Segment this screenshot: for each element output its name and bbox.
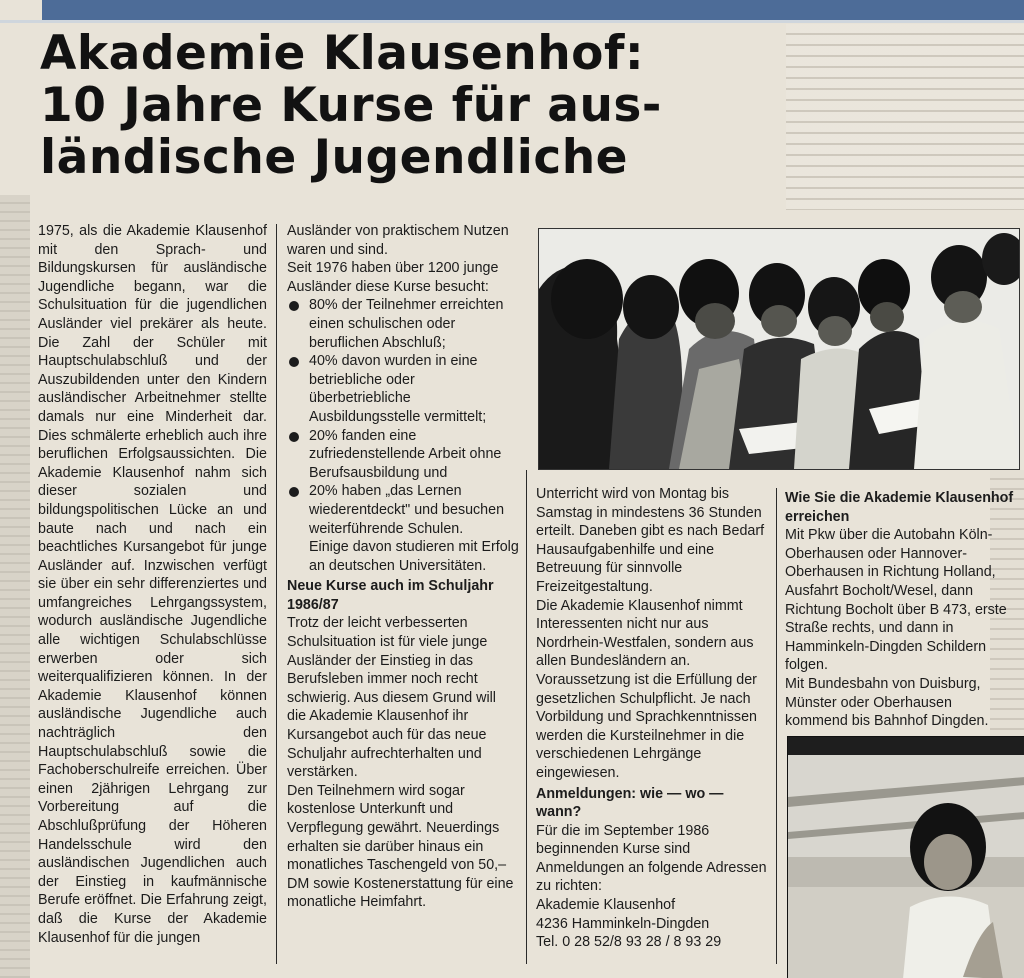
column-3-paragraph-1: Unterricht wird von Montag bis Samstag in mindestens 36 Stunden erteilt. Daneben gibt es nach Bedarf Hausaufgabenhilfe und eine Betreuung für sinnvolle Freizeitgestaltung. [536, 486, 765, 595]
column-1-text: 1975, als die Akademie Klausenhof mit den Sprach- und Bildungskursen für ausländische Jugendliche begann, war die Schulsituation für die jugendlichen Ausländer viel prekärer als heute. Die Zahl der Schüler mit Hauptschulabschluß und der Auszubildenden unter den Kindern ausländischer Arbeitnehmer stellte damals nur eine Minderheit dar. Dies schmälerte erheblich auch ihre beruflichen Erfolgsaussichten. Die Akademie Klausenhof nahm sich dieser sozialen und bildungspolitischen Lücke an und baute nach und nach ein beachtliches Kursangebot für junge Ausländer auf. Inzwischen verfügt sie über ein sehr differenziertes und umfangreiches Lehrgangssystem, wodurch ausländische Jugendliche alle wichtigen Schulabschlüsse erwerben oder sich weiterqualifizieren können. In der Akademie Klausenhof können ausländische Jugendliche auch nachträglich den Hauptschulabschluß sowie die Fachoberschulreife erreichen. Über einen 2jährigen Lehrgang zur Vorbereitung auf die Abschlußprüfung der Höheren Handelsschule wird den ausländischen Jugendlichen auch der Einstieg in kaufmännische Berufe eröffnet. Die Erfahrung zeigt, daß die Kurse der Akademie Klausenhof für die jungen [38, 223, 267, 946]
adjacent-column-left [0, 195, 30, 978]
column-rule-2 [526, 470, 527, 964]
article-column-2 [287, 222, 519, 912]
column-2-stat-lead: Seit 1976 haben über 1200 junge Ausländer diese Kurse besucht: [287, 260, 499, 295]
statistics-item: 20% fanden eine zufriedenstellende Arbeit ohne Berufsausbildung und [287, 427, 519, 483]
article-column-4 [785, 487, 1017, 731]
headline-line-3: ländische Jugendliche [40, 130, 629, 185]
adjacent-column-right [786, 24, 1024, 210]
column-3-paragraph-2: Die Akademie Klausenhof nimmt Interessenten nicht nur aus Nordrhein-Westfalen, sondern aus allen Bundesländern an. Voraussetzung ist die Erfüllung der gesetzlichen Schulpflicht. Je nach Vorbildung und Sprachkenntnissen werden die Kursteilnehmer in die verschiedenen Lehrgänge eingewiesen. [536, 597, 757, 781]
article-column-1 [38, 222, 267, 947]
address-line-1: Akademie Klausenhof [536, 897, 676, 914]
column-rule-1 [276, 224, 277, 964]
top-rule [0, 20, 1024, 23]
headline-line-1: Akademie Klausenhof: [40, 26, 645, 81]
student-photo-illustration [788, 737, 1024, 978]
column-3-paragraph-3: Für die im September 1986 beginnenden Kurse sind Anmeldungen an folgende Adressen zu richten: [536, 822, 767, 895]
article-column-3 [536, 485, 772, 952]
phone-number: Tel. 0 28 52/8 93 28 / 8 93 29 [536, 934, 722, 951]
statistics-list [287, 296, 519, 538]
subhead-registration: Anmeldungen: wie — wo — wann? [536, 785, 724, 821]
column-4-paragraph-1: Mit Pkw über die Autobahn Köln-Oberhausen oder Hannover-Oberhausen in Richtung Holland, Ausfahrt Bocholt/Wesel, dann Richtung Bocholt über B 473, erste Straße rechts, und dann in Hamminkeln-Dingden Schildern folgen. [785, 527, 1007, 674]
statistics-item: 20% haben „das Lernen wiederentdeckt" und besuchen weiterführende Schulen. [287, 482, 519, 538]
subhead-new-courses: Neue Kurse auch im Schuljahr 1986/87 [287, 578, 494, 613]
subhead-directions: Wie Sie die Akademie Klausenhof erreichen [785, 490, 1014, 525]
headline-line-2: 10 Jahre Kurse für aus- [40, 78, 662, 133]
statistics-item: 40% davon wurden in eine betriebliche oder überbetriebliche Ausbildungsstelle vermittelt; [287, 352, 519, 426]
student-photo [787, 736, 1024, 978]
column-4-paragraph-2: Mit Bundesbahn von Duisburg, Münster oder Oberhausen kommend bis Bahnhof Dingden. [785, 675, 989, 730]
group-photo [538, 228, 1020, 470]
group-photo-illustration [539, 229, 1019, 469]
column-2-paragraph-2: Den Teilnehmern wird sogar kostenlose Unterkunft und Verpflegung gewährt. Neuerdings erhalten sie darüber hinaus ein monatliches Taschengeld von 50,– DM sowie Kostenerstattung für eine monatliche Heimfahrt. [287, 782, 514, 911]
address-line-2: 4236 Hamminkeln-Dingden [536, 915, 710, 932]
column-2-bullet-extra: Einige davon studieren mit Erfolg an deutschen Universitäten. [309, 539, 519, 574]
column-rule-3 [776, 488, 777, 964]
column-2-intro: Ausländer von praktischem Nutzen waren und sind. [287, 223, 509, 258]
column-2-paragraph-1: Trotz der leicht verbesserten Schulsituation ist für viele junge Ausländer der Einstieg in das Berufsleben immer noch recht schwierig. Aus diesem Grund will die Akademie Klausenhof ihr Kursangebot auch für das neue Schuljahr aufrechterhalten und verstärken. [287, 615, 496, 781]
headline [40, 28, 800, 184]
top-color-bar [42, 0, 1024, 20]
statistics-item: 80% der Teilnehmer erreichten einen schulischen oder beruflichen Abschluß; [287, 296, 519, 352]
